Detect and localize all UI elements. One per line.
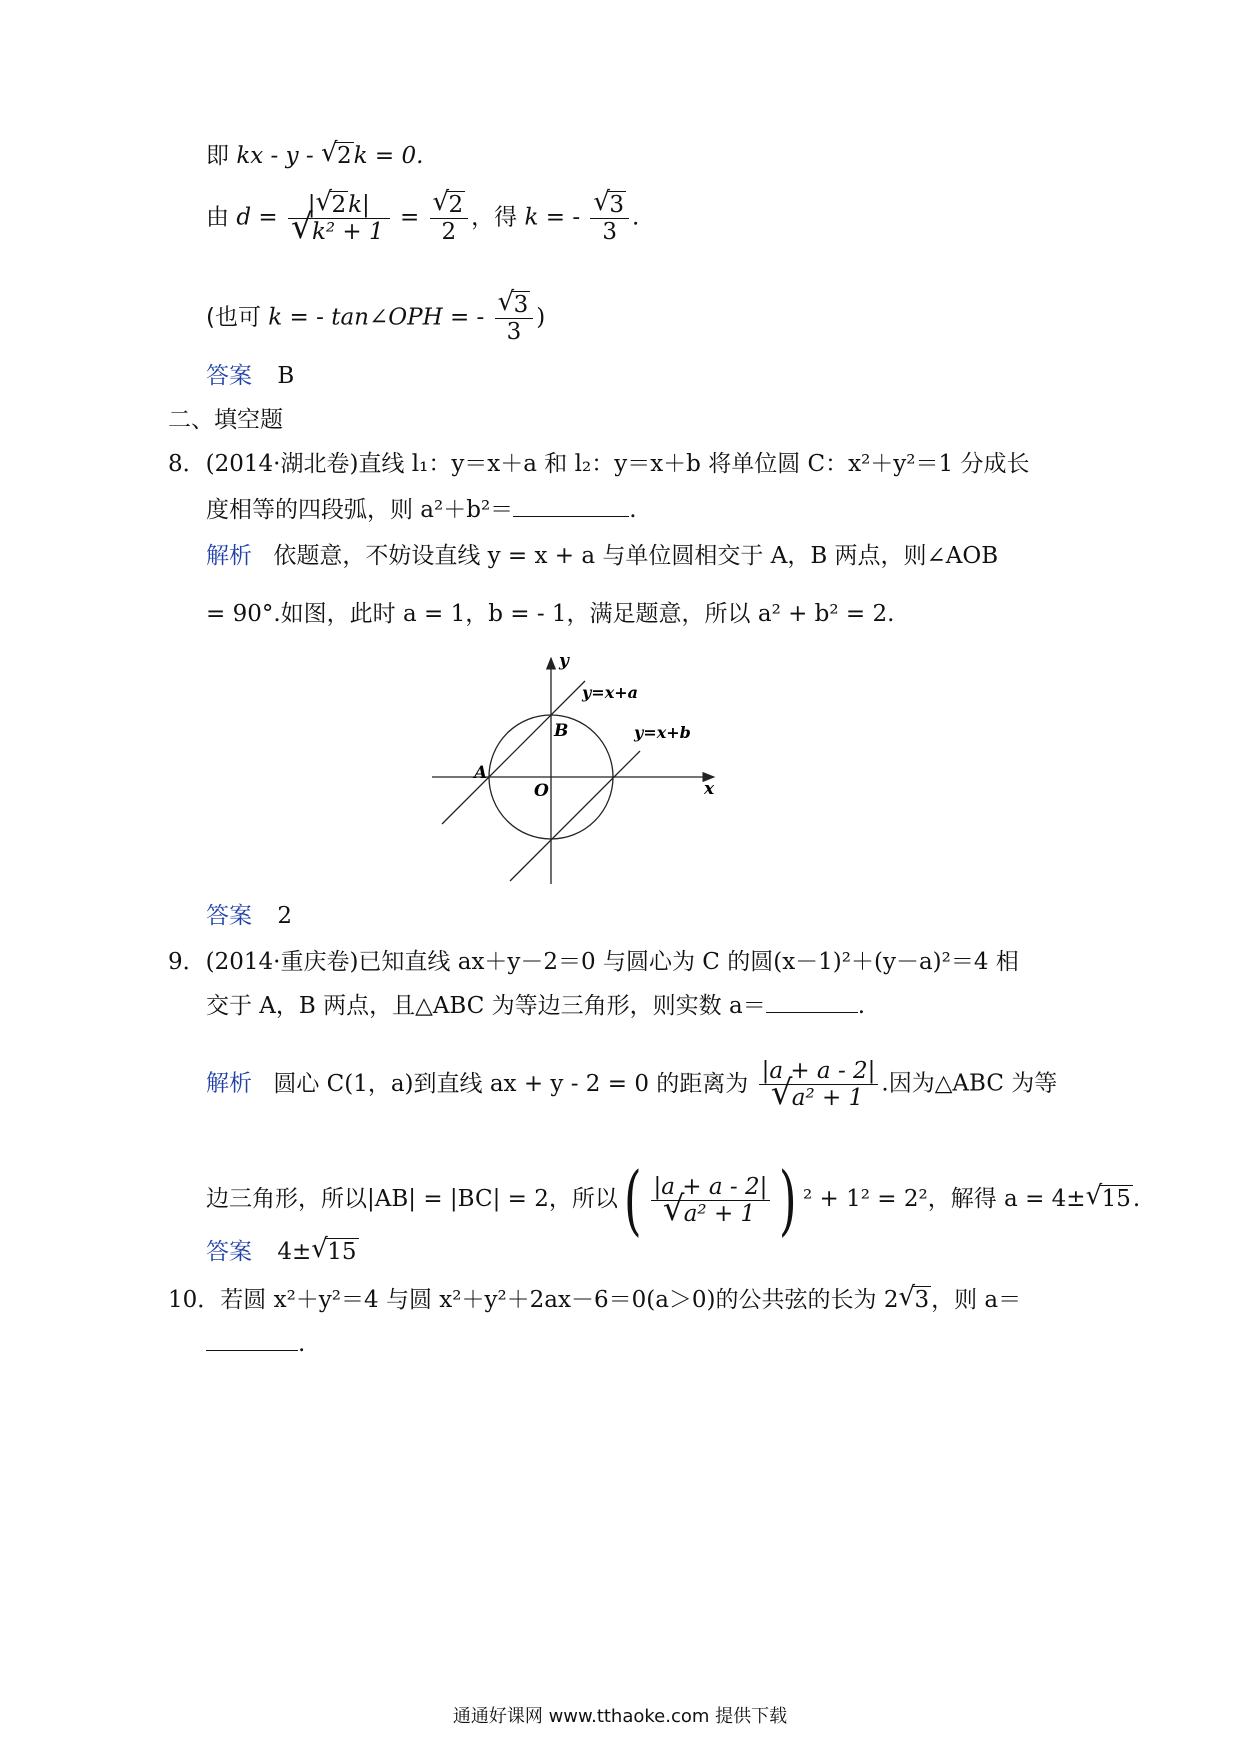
q8-answer-blank — [513, 494, 629, 517]
unit-circle-figure — [420, 648, 730, 888]
k-fraction: √ $\frac{3}{3}$ — [590, 192, 629, 245]
right-paren: ) — [779, 1155, 798, 1244]
q8-line-1: 8．(2014·湖北卷)直线 l₁：y＝x＋a 和 l₂：y＝x＋b 将单位圆 C：x²＋y²＝1 分成长 — [168, 451, 1030, 477]
q10-answer-blank — [206, 1328, 298, 1351]
line-a-label: y=x+a — [582, 683, 639, 702]
line-b-label: y=x+b — [634, 723, 691, 742]
section-title: 二、填空题 — [168, 407, 283, 433]
q8-line-2: 度相等的四段弧，则 a²＋b²＝ . — [206, 494, 637, 526]
page-footer: 通通好课网 www.tthaoke.com 提供下载 — [452, 1706, 788, 1727]
q10-line-2: . — [206, 1328, 305, 1360]
q9-line-1: 9．(2014·重庆卷)已知直线 ax＋y－2＝0 与圆心为 C 的圆(x－1)²＋(y－a)²＝4 相 — [168, 949, 1019, 975]
origin-label: O — [534, 781, 549, 801]
q8-answer — [206, 900, 292, 932]
prev-line-2: 由 d = |√ 2k| √ k² + 1 = √ $\frac{2}{2}$ ，得 k = - √ $\frac{3}{3}$ . — [206, 192, 639, 245]
line-y-x-plus-b — [510, 751, 640, 881]
answer-value: 4± — [277, 1239, 312, 1265]
prev-line-1: 即 kx - y - √ 2k = 0. — [206, 140, 423, 172]
sqrt-2: √ 2 — [321, 140, 354, 172]
distance-fraction: |a + a - 2| √ a² + 1 — [759, 1058, 879, 1111]
answer-label: 答案 — [206, 363, 252, 389]
line-y-x-plus-a — [442, 681, 585, 824]
rhs-fraction: √ $\frac{2}{2}$ — [430, 192, 469, 245]
point-b-label: B — [554, 721, 569, 741]
answer-value: 2 — [277, 903, 292, 929]
x-axis-label: x — [704, 779, 715, 799]
q9-answer-blank — [766, 990, 858, 1013]
prev-answer — [206, 360, 294, 392]
q9-answer: 答案 4±√ 15 — [206, 1236, 359, 1268]
solution-label: 解析 — [206, 1070, 252, 1097]
left-paren: ( — [623, 1155, 642, 1244]
distance-fraction: |√ 2k| √ k² + 1 — [288, 192, 390, 245]
q8-solution-2: = 90°.如图，此时 a = 1，b = - 1，满足题意，所以 a² + b² = 2. — [206, 601, 895, 627]
q9-solution-2: 边三角形，所以|AB| = |BC| = 2，所以( |a + a - 2| √ a² + 1 ) ² + 1² = 2²，解得 a = 4±√ 15. — [206, 1162, 1140, 1238]
tan-fraction: √ $\frac{3}{3}$ — [495, 292, 534, 345]
y-axis-label: y — [559, 651, 569, 671]
answer-value: B — [277, 363, 295, 389]
prev-line-3: (也可 k = - tan∠OPH = - √ $\frac{3}{3}$ ) — [206, 292, 545, 345]
q9-line-2: 交于 A，B 两点，且△ABC 为等边三角形，则实数 a＝ . — [206, 990, 865, 1022]
q9-solution-1: 解析 圆心 C(1，a)到直线 ax + y - 2 = 0 的距离为 |a + a - 2| √ a² + 1 .因为△ABC 为等 — [206, 1058, 1057, 1111]
squared-fraction: |a + a - 2| √ a² + 1 — [651, 1174, 771, 1227]
solution-label: 解析 — [206, 543, 252, 569]
q10-line-1: 10．若圆 x²＋y²＝4 与圆 x²＋y²＋2ax－6＝0(a＞0)的公共弦的长为 2√ 3，则 a＝ — [168, 1284, 1021, 1316]
q8-solution-1: 解析 依题意，不妨设直线 y = x + a 与单位圆相交于 A，B 两点，则∠AOB — [206, 543, 999, 569]
answer-label: 答案 — [206, 903, 252, 929]
answer-label: 答案 — [206, 1239, 252, 1265]
point-a-label: A — [474, 763, 488, 783]
